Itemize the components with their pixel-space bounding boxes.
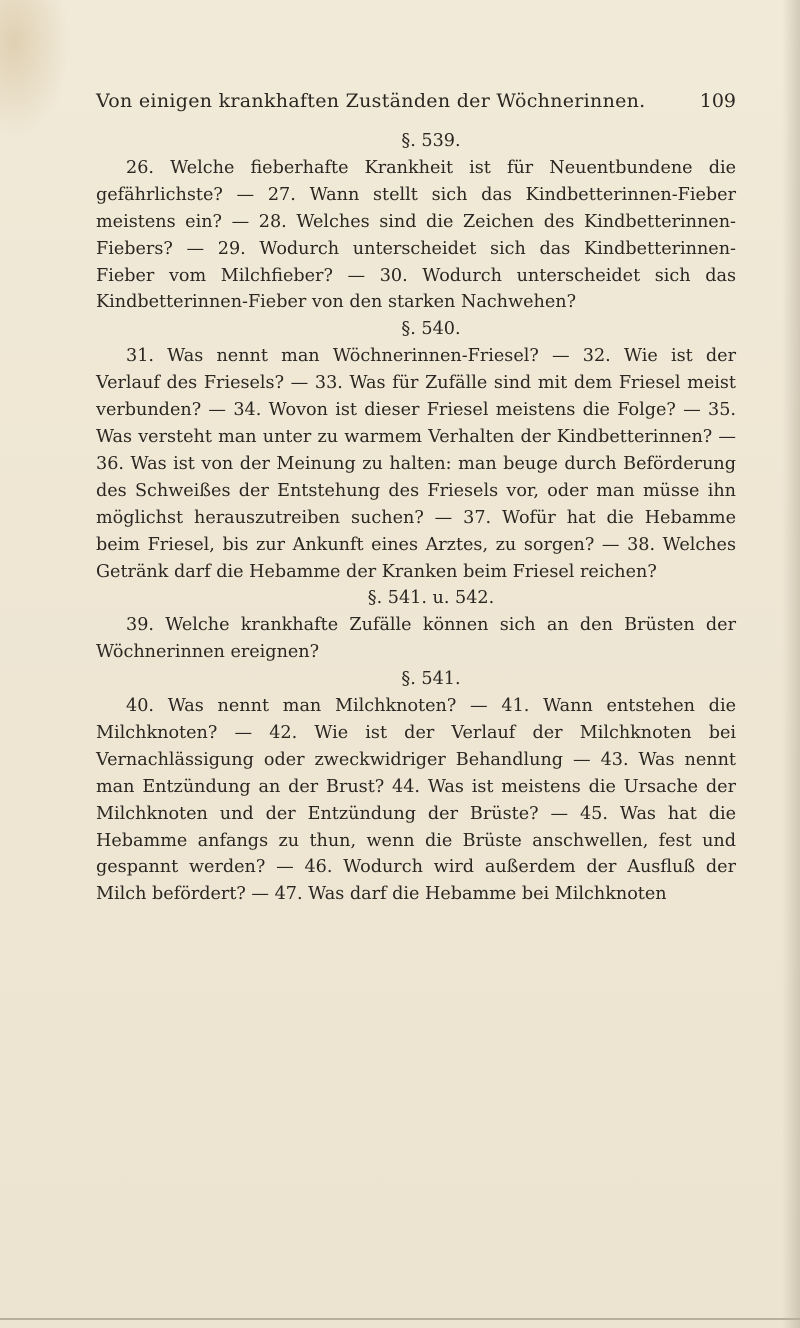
section-heading: §. 541. bbox=[401, 669, 461, 690]
section-text: 39. Welche krankhafte Zufälle können sich an den Brüsten der Wöchnerinnen ereignen? bbox=[96, 615, 736, 663]
page-edge-shadow bbox=[782, 0, 800, 1328]
page-header bbox=[96, 90, 736, 122]
section-text: 40. Was nennt man Milchknoten? — 41. Wann entstehen die Milchknoten? — 42. Wie ist der Verlauf der Milchknoten bei Vernachlässigung oder zweckwidriger Behandlung — 43. Was nennt man Entzündung an der Brust? 44. Was ist meistens die Ursache der Milchknoten und der Entzündung der Brüste? — 45. Was hat die Hebamme anfangs zu thun, wenn die Brüste anschwellen, fest und gespannt werden? — 46. Wodurch wird außerdem der Ausfluß der Milch befördert? — 47. Was darf die Hebamme bei Milchknoten bbox=[96, 696, 736, 905]
paper-stain bbox=[0, 0, 70, 140]
page-bottom-edge bbox=[0, 1318, 800, 1320]
page-number: 109 bbox=[699, 90, 736, 112]
section-heading: §. 540. bbox=[401, 319, 461, 340]
section-text: 31. Was nennt man Wöchnerinnen-Friesel? — 32. Wie ist der Verlauf des Friesels? — 33. Was für Zufälle sind mit dem Friesel meist verbunden? — 34. Wovon ist dieser Friesel meistens die Folge? — 35. Was versteht man unter zu warmem Verhalten der Kindbetterinnen? — 36. Was ist von der Meinung zu halten: man beuge durch Beförderung des Schweißes der Entstehung des Friesels vor, oder man müsse ihn möglichst herauszutreiben suchen? — 37. Wofür hat die Hebamme beim Friesel, bis zur Ankunft eines Arztes, zu sorgen? — 38. Welches Getränk darf die Hebamme der Kranken beim Friesel reichen? bbox=[96, 346, 736, 582]
running-head: Von einigen krankhaften Zuständen der Wöchnerinnen. bbox=[96, 90, 646, 112]
section-heading: §. 541. u. 542. bbox=[367, 588, 495, 609]
page-body bbox=[96, 128, 736, 908]
section-heading: §. 539. bbox=[401, 131, 461, 151]
section-text: 26. Welche fieberhafte Krankheit ist für Neuentbundene die gefährlichste? — 27. Wann stellt sich das Kindbetterinnen-Fieber meistens ein? — 28. Welches sind die Zeichen des Kindbetterinnen-Fiebers? — 29. Wodurch unterscheidet sich das Kindbetterinnen-Fieber vom Milchfieber? — 30. Wodurch unterscheidet sich das Kindbetterinnen-Fieber von den starken Nachwehen? bbox=[96, 157, 736, 313]
